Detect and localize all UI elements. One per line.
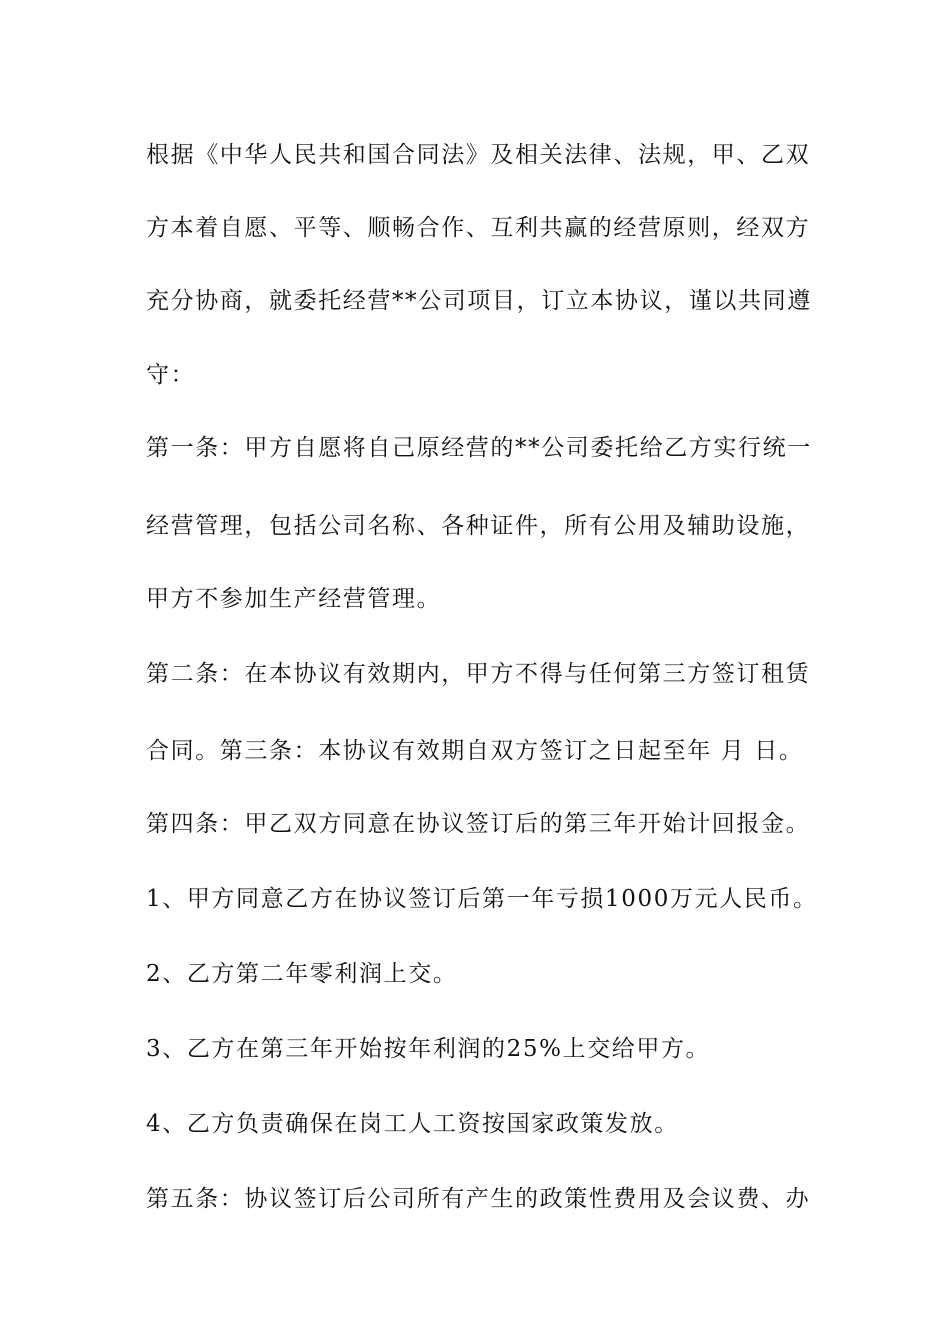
article-4-item-4: 4、乙方负责确保在岗工人工资按国家政策发放。 [146, 1111, 679, 1137]
preamble-line-1: 根据《中华人民共和国合同法》及相关法律、法规，甲、乙双 [146, 142, 811, 168]
article-1-line-2: 经营管理，包括公司名称、各种证件，所有公用及辅助设施， [146, 513, 811, 539]
article-4-item-3: 3、乙方在第三年开始按年利润的25%上交给甲方。 [146, 1036, 711, 1062]
article-2-line-1: 第二条：在本协议有效期内，甲方不得与任何第三方签订租赁 [146, 661, 811, 687]
article-5-line-1: 第五条：协议签订后公司所有产生的政策性费用及会议费、办 [146, 1186, 811, 1212]
preamble-line-2: 方本着自愿、平等、顺畅合作、互利共赢的经营原则，经双方 [146, 215, 811, 241]
article-4-item-1: 1、甲方同意乙方在协议签订后第一年亏损1000万元人民币。 [146, 886, 818, 912]
article-4-item-2: 2、乙方第二年零利润上交。 [146, 961, 458, 987]
preamble-line-3: 充分协商，就委托经营**公司项目，订立本协议，谨以共同遵 [146, 288, 812, 314]
article-1-line-1: 第一条：甲方自愿将自己原经营的**公司委托给乙方实行统一 [146, 435, 812, 461]
preamble-line-4: 守： [146, 362, 196, 388]
article-1-line-3: 甲方不参加生产经营管理。 [146, 586, 442, 612]
article-4-line: 第四条：甲乙双方同意在协议签订后的第三年开始计回报金。 [146, 811, 811, 837]
article-2-3-line: 合同。第三条：本协议有效期自双方签订之日起至年 月 日。 [146, 738, 804, 764]
